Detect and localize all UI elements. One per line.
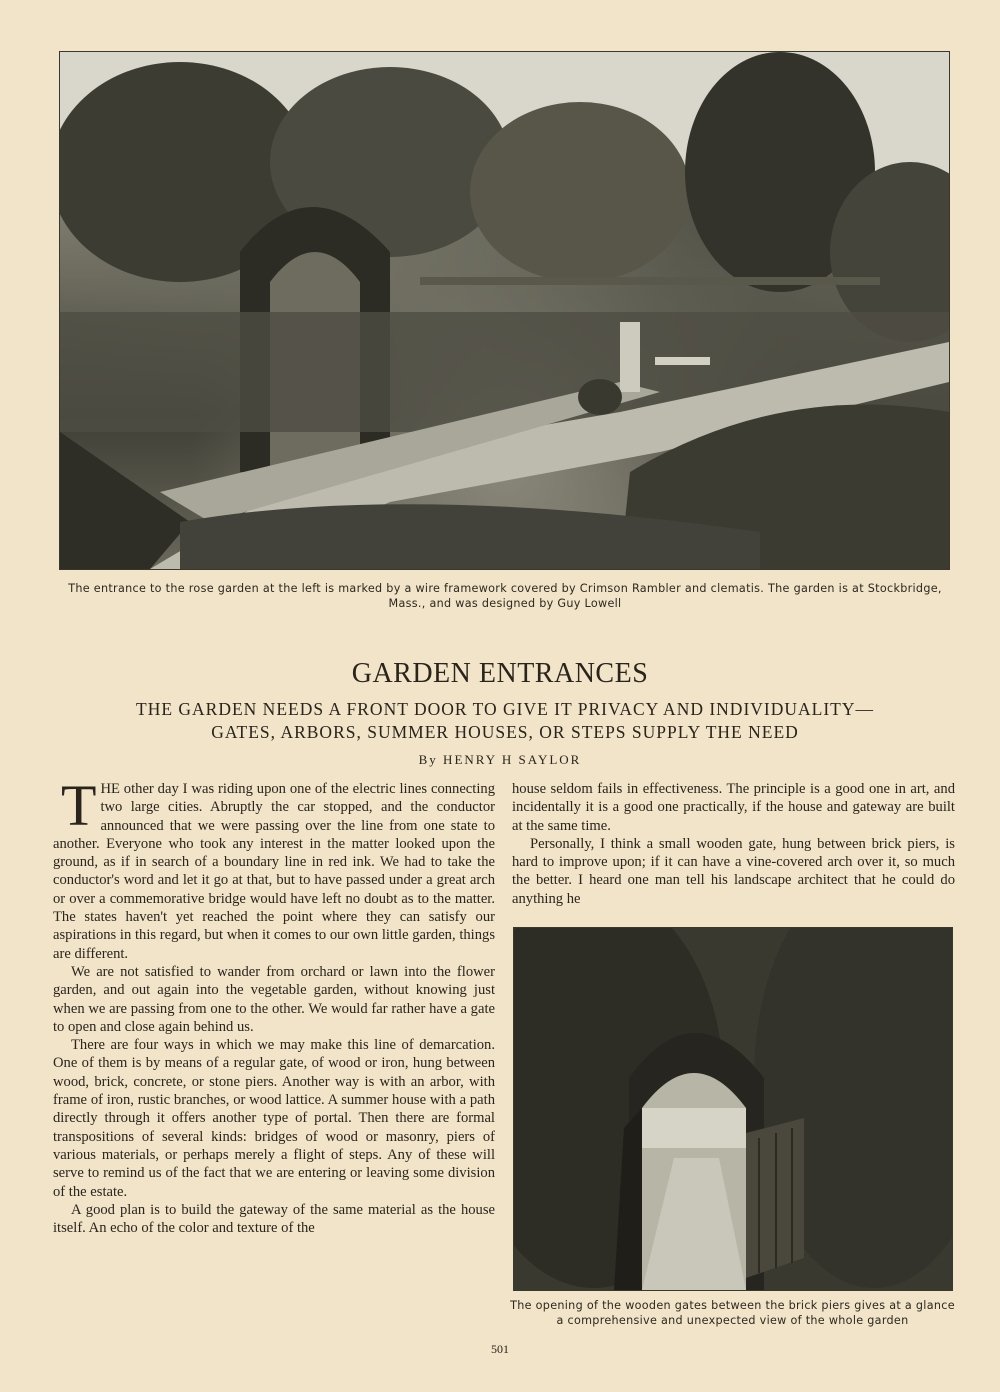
rose-garden-illustration <box>60 52 949 569</box>
left-column <box>53 773 495 1237</box>
paragraph: There are four ways in which we may make this line of demarcation. One of them is by means of a regular gate, of wood or iron, hung between wood, brick, concrete, or stone piers. Another way is with an arbor, with frame of iron, rustic branches, or wood lattice. A summer house with a path directly through it offers another type of portal. Then there are formal transpositions of several kinds: bridges of wood or masonry, piers of various materials, or perhaps merely a flight of steps. Any of these will serve to remind us of the fact that we are entering or leaving some division of the estate. <box>53 1037 495 1200</box>
drop-cap: T <box>61 773 97 838</box>
page-number: 501 <box>491 1342 509 1356</box>
paragraph: We are not satisfied to wander from orchard or lawn into the flower garden, and out again into the vegetable garden, without knowing just when we are passing from one to the other. We would far rather have a gate to open and close again behind us. <box>53 963 495 1035</box>
article-subtitle: THE GARDEN NEEDS A FRONT DOOR TO GIVE IT PRIVACY AND INDIVIDUALITY—GATES, ARBORS, SUMMER HOUSES, OR STEPS SUPPLY THE NEED <box>136 699 874 742</box>
paragraph: A good plan is to build the gateway of the same material as the house itself. An echo of the color and texture of the <box>53 1201 495 1237</box>
wooden-gate-illustration <box>514 928 952 1290</box>
paragraph: house seldom fails in effectiveness. The principle is a good one in art, and incidentally it is a good one practically, if the house and gateway are built at the same time. <box>512 781 955 834</box>
article-title: GARDEN ENTRANCES <box>351 658 649 689</box>
rose-garden-photo <box>59 51 950 570</box>
gate-photo-caption: The opening of the wooden gates between the brick piers gives at a glance a comprehensive and unexpected view of the whole garden <box>510 1299 955 1327</box>
wooden-gate-photo <box>513 927 953 1291</box>
article-byline: By HENRY H SAYLOR <box>418 752 582 767</box>
right-column <box>512 780 955 908</box>
paragraph <box>53 773 495 963</box>
top-photo-caption: The entrance to the rose garden at the left is marked by a wire framework covered by Crimson Rambler and clematis. The garden is at Stockbridge, Mass., and was designed by Guy Lowell <box>68 582 942 610</box>
paragraph: Personally, I think a small wooden gate, hung between brick piers, is hard to improve upon; if it can have a vine-covered arch over it, so much the better. I heard one man tell his landscape architect that he could do anything he <box>512 835 955 907</box>
paragraph-text: HE other day I was riding upon one of the electric lines connecting two large cities. Abruptly the car stopped, and the conductor announced that we were passing over the line from one state to another. Everyone who took any interest in the matter looked upon the ground, as if in search of a boundary line in red ink. We had to take the conductor's word and let it go at that, but to have passed under a great arch or over a commemorative bridge would have left no doubt as to the matter. The states haven't yet reached the point where they can satisfy our aspirations in this regard, but when it comes to our own little garden, things are different. <box>53 781 495 962</box>
